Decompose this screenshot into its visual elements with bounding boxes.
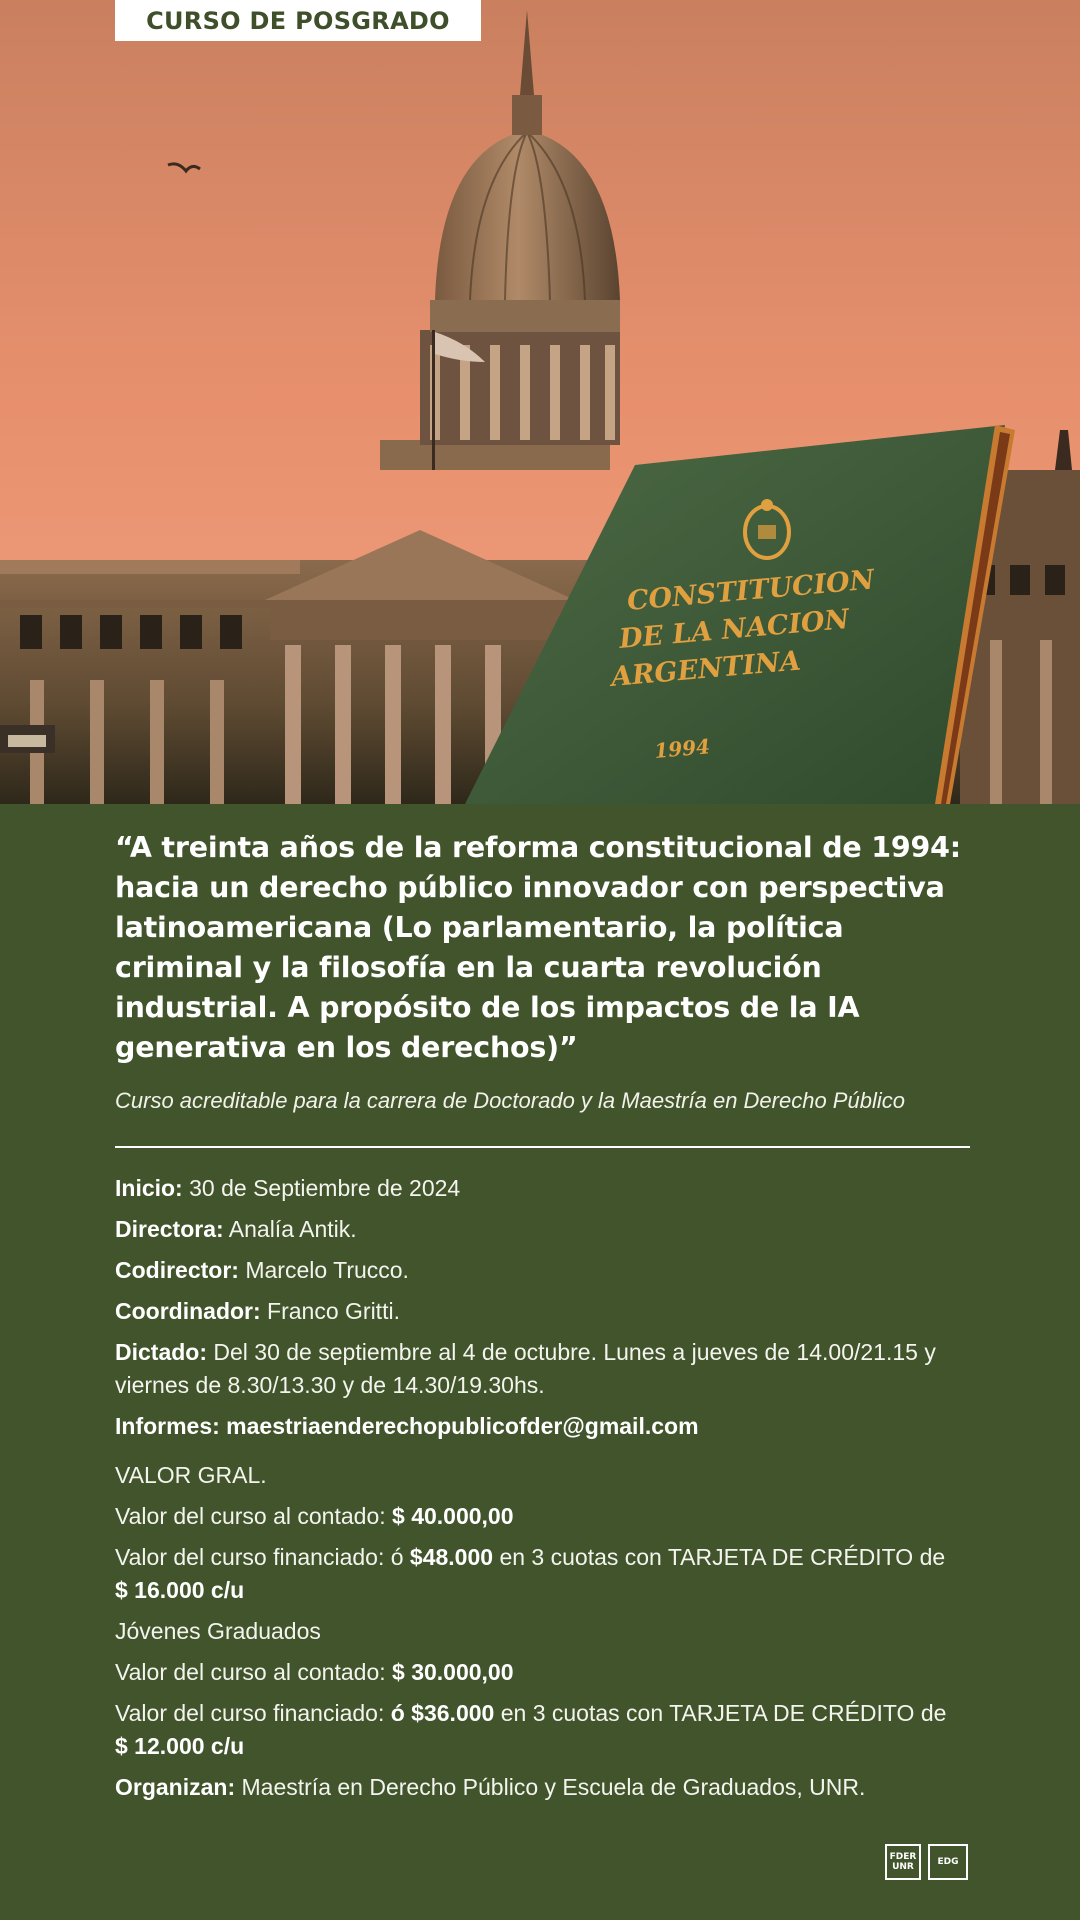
- informes-row: [115, 1410, 970, 1443]
- fder-logo-line1: FDER: [889, 1852, 917, 1862]
- general-price-heading: VALOR GRAL.: [115, 1462, 267, 1488]
- general-financed-row: [115, 1541, 970, 1607]
- general-fin-label: Valor del curso financiado: ó: [115, 1544, 410, 1570]
- young-fin-total: ó $36.000: [390, 1700, 495, 1726]
- general-fin-cuota: $ 16.000 c/u: [115, 1577, 245, 1603]
- organizers-label: Organizan:: [115, 1774, 236, 1800]
- organizers-value: Maestría en Derecho Público y Escuela de Graduados, UNR.: [235, 1774, 866, 1800]
- dictado-row: [115, 1336, 970, 1402]
- directora-label: Directora:: [115, 1216, 224, 1242]
- young-cash-label: Valor del curso al contado:: [115, 1659, 393, 1685]
- institution-logos: [885, 1844, 968, 1880]
- coordinador-value: Franco Gritti.: [260, 1298, 400, 1324]
- general-fin-mid: en 3 cuotas con TARJETA DE CRÉDITO de: [493, 1544, 946, 1570]
- dictado-label: Dictado:: [115, 1339, 207, 1365]
- coordinador-row: [115, 1295, 970, 1328]
- inicio-value: 30 de Septiembre de 2024: [182, 1175, 461, 1201]
- general-cash-row: [115, 1500, 970, 1533]
- book-year: 1994: [653, 734, 711, 763]
- hero-image: [0, 0, 1080, 804]
- young-cash-value: $ 30.000,00: [392, 1659, 514, 1685]
- fder-unr-logo: [885, 1844, 921, 1880]
- coordinador-label: Coordinador:: [115, 1298, 261, 1324]
- course-details: [115, 1172, 970, 1804]
- informes-label: Informes:: [115, 1413, 220, 1439]
- course-title: “A treinta años de la reforma constitucional de 1994: hacia un derecho público innovador con perspectiva latinoamericana (Lo parlamentario, la política criminal y la filosofía en la cuarta revolución industrial. A propósito de los impactos de la IA generativa en los derechos)”: [115, 831, 961, 1064]
- young-cash-row: [115, 1656, 970, 1689]
- general-fin-total: $48.000: [409, 1544, 494, 1570]
- directora-row: [115, 1213, 970, 1246]
- codirector-value: Marcelo Trucco.: [238, 1257, 409, 1283]
- book-title-line2: DE LA NACION: [617, 603, 851, 655]
- course-content: [115, 828, 970, 1812]
- young-fin-label: Valor del curso financiado:: [115, 1700, 391, 1726]
- fder-logo-line2: UNR: [892, 1862, 914, 1872]
- general-cash-label: Valor del curso al contado:: [115, 1503, 393, 1529]
- inicio-label: Inicio:: [115, 1175, 183, 1201]
- general-cash-value: $ 40.000,00: [392, 1503, 514, 1529]
- codirector-label: Codirector:: [115, 1257, 239, 1283]
- young-fin-cuota: $ 12.000 c/u: [115, 1733, 245, 1759]
- young-price-heading: Jóvenes Graduados: [115, 1618, 321, 1644]
- congress-illustration: [0, 0, 1080, 804]
- course-type-tag: CURSO DE POSGRADO: [115, 0, 481, 41]
- divider: [115, 1146, 970, 1148]
- dictado-value: Del 30 de septiembre al 4 de octubre. Lunes a jueves de 14.00/21.15 y viernes de 8.30/13.30 y de 14.30/19.30hs.: [115, 1339, 936, 1398]
- informes-email: maestriaenderechopublicofder@gmail.com: [219, 1413, 699, 1439]
- edg-logo: EDG: [928, 1844, 968, 1880]
- young-financed-row: [115, 1697, 970, 1763]
- book-title-line1: CONSTITUCION: [625, 564, 876, 617]
- directora-value: Analía Antik.: [223, 1216, 357, 1242]
- course-subtitle: Curso acreditable para la carrera de Doctorado y la Maestría en Derecho Público: [115, 1088, 905, 1113]
- codirector-row: [115, 1254, 970, 1287]
- organizers-row: [115, 1771, 970, 1804]
- inicio-row: [115, 1172, 970, 1205]
- young-fin-mid: en 3 cuotas con TARJETA DE CRÉDITO de: [494, 1700, 947, 1726]
- book-title-line3: ARGENTINA: [609, 645, 802, 693]
